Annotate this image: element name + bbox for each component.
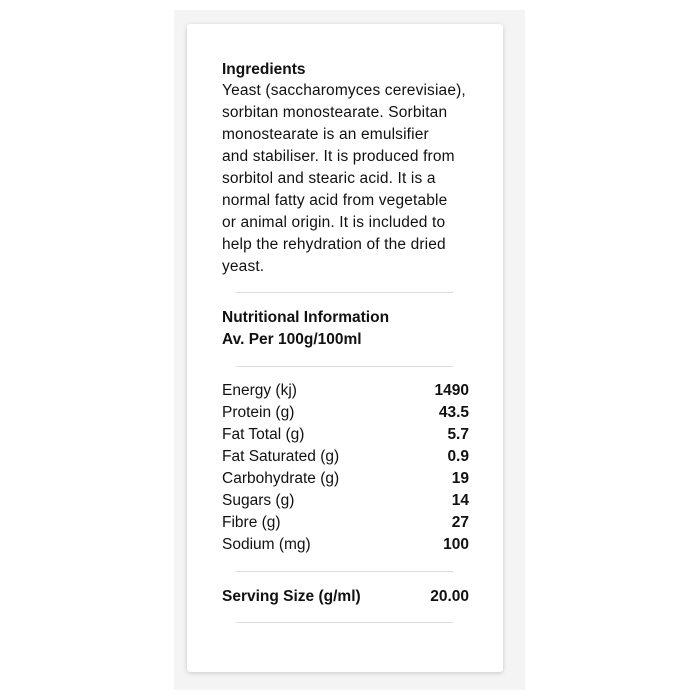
nutrient-value: 100 xyxy=(443,536,469,553)
nutrient-value: 14 xyxy=(451,492,469,509)
divider xyxy=(236,366,453,367)
ingredients-line: and stabiliser. It is produced from xyxy=(222,148,455,165)
ingredients-line: or animal origin. It is included to xyxy=(222,214,446,231)
nutrition-row xyxy=(222,514,469,532)
nutrition-row xyxy=(222,404,469,422)
divider xyxy=(236,292,453,293)
nutrient-label: Protein (g) xyxy=(222,404,295,421)
nutrition-card xyxy=(187,24,503,672)
nutrient-value: 43.5 xyxy=(438,404,469,421)
nutrient-label: Sugars (g) xyxy=(222,492,295,509)
ingredients-line: monostearate is an emulsifier xyxy=(222,126,429,143)
nutrient-value: 27 xyxy=(451,514,469,531)
nutrition-row xyxy=(222,382,469,400)
ingredients-line: Yeast (saccharomyces cerevisiae), xyxy=(222,82,466,99)
nutrient-label: Fat Saturated (g) xyxy=(222,448,340,465)
nutrition-heading: Nutritional Information xyxy=(222,309,390,326)
nutrient-value: 5.7 xyxy=(447,426,469,443)
nutrition-row xyxy=(222,470,469,488)
nutrient-label: Fat Total (g) xyxy=(222,426,305,443)
ingredients-line: help the rehydration of the dried xyxy=(222,236,446,253)
divider xyxy=(236,571,453,572)
ingredients-line: sorbitol and stearic acid. It is a xyxy=(222,170,436,187)
nutrition-row xyxy=(222,448,469,466)
ingredients-line: sorbitan monostearate. Sorbitan xyxy=(222,104,448,121)
nutrient-label: Sodium (mg) xyxy=(222,536,311,553)
nutrient-label: Fibre (g) xyxy=(222,514,281,531)
nutrient-value: 1490 xyxy=(434,382,469,399)
nutrition-row xyxy=(222,426,469,444)
nutrition-subheading: Av. Per 100g/100ml xyxy=(222,331,362,348)
nutrient-value: 19 xyxy=(451,470,469,487)
divider xyxy=(236,622,453,623)
ingredients-line: yeast. xyxy=(222,258,265,275)
nutrient-value: 0.9 xyxy=(447,448,469,465)
nutrient-label: Energy (kj) xyxy=(222,382,297,399)
ingredients-heading: Ingredients xyxy=(222,61,306,78)
serving-size-row xyxy=(222,588,469,606)
nutrition-row xyxy=(222,536,469,554)
serving-size-value: 20.00 xyxy=(430,588,469,605)
ingredients-line: normal fatty acid from vegetable xyxy=(222,192,448,209)
nutrition-row xyxy=(222,492,469,510)
serving-size-label: Serving Size (g/ml) xyxy=(222,588,361,605)
nutrient-label: Carbohydrate (g) xyxy=(222,470,340,487)
